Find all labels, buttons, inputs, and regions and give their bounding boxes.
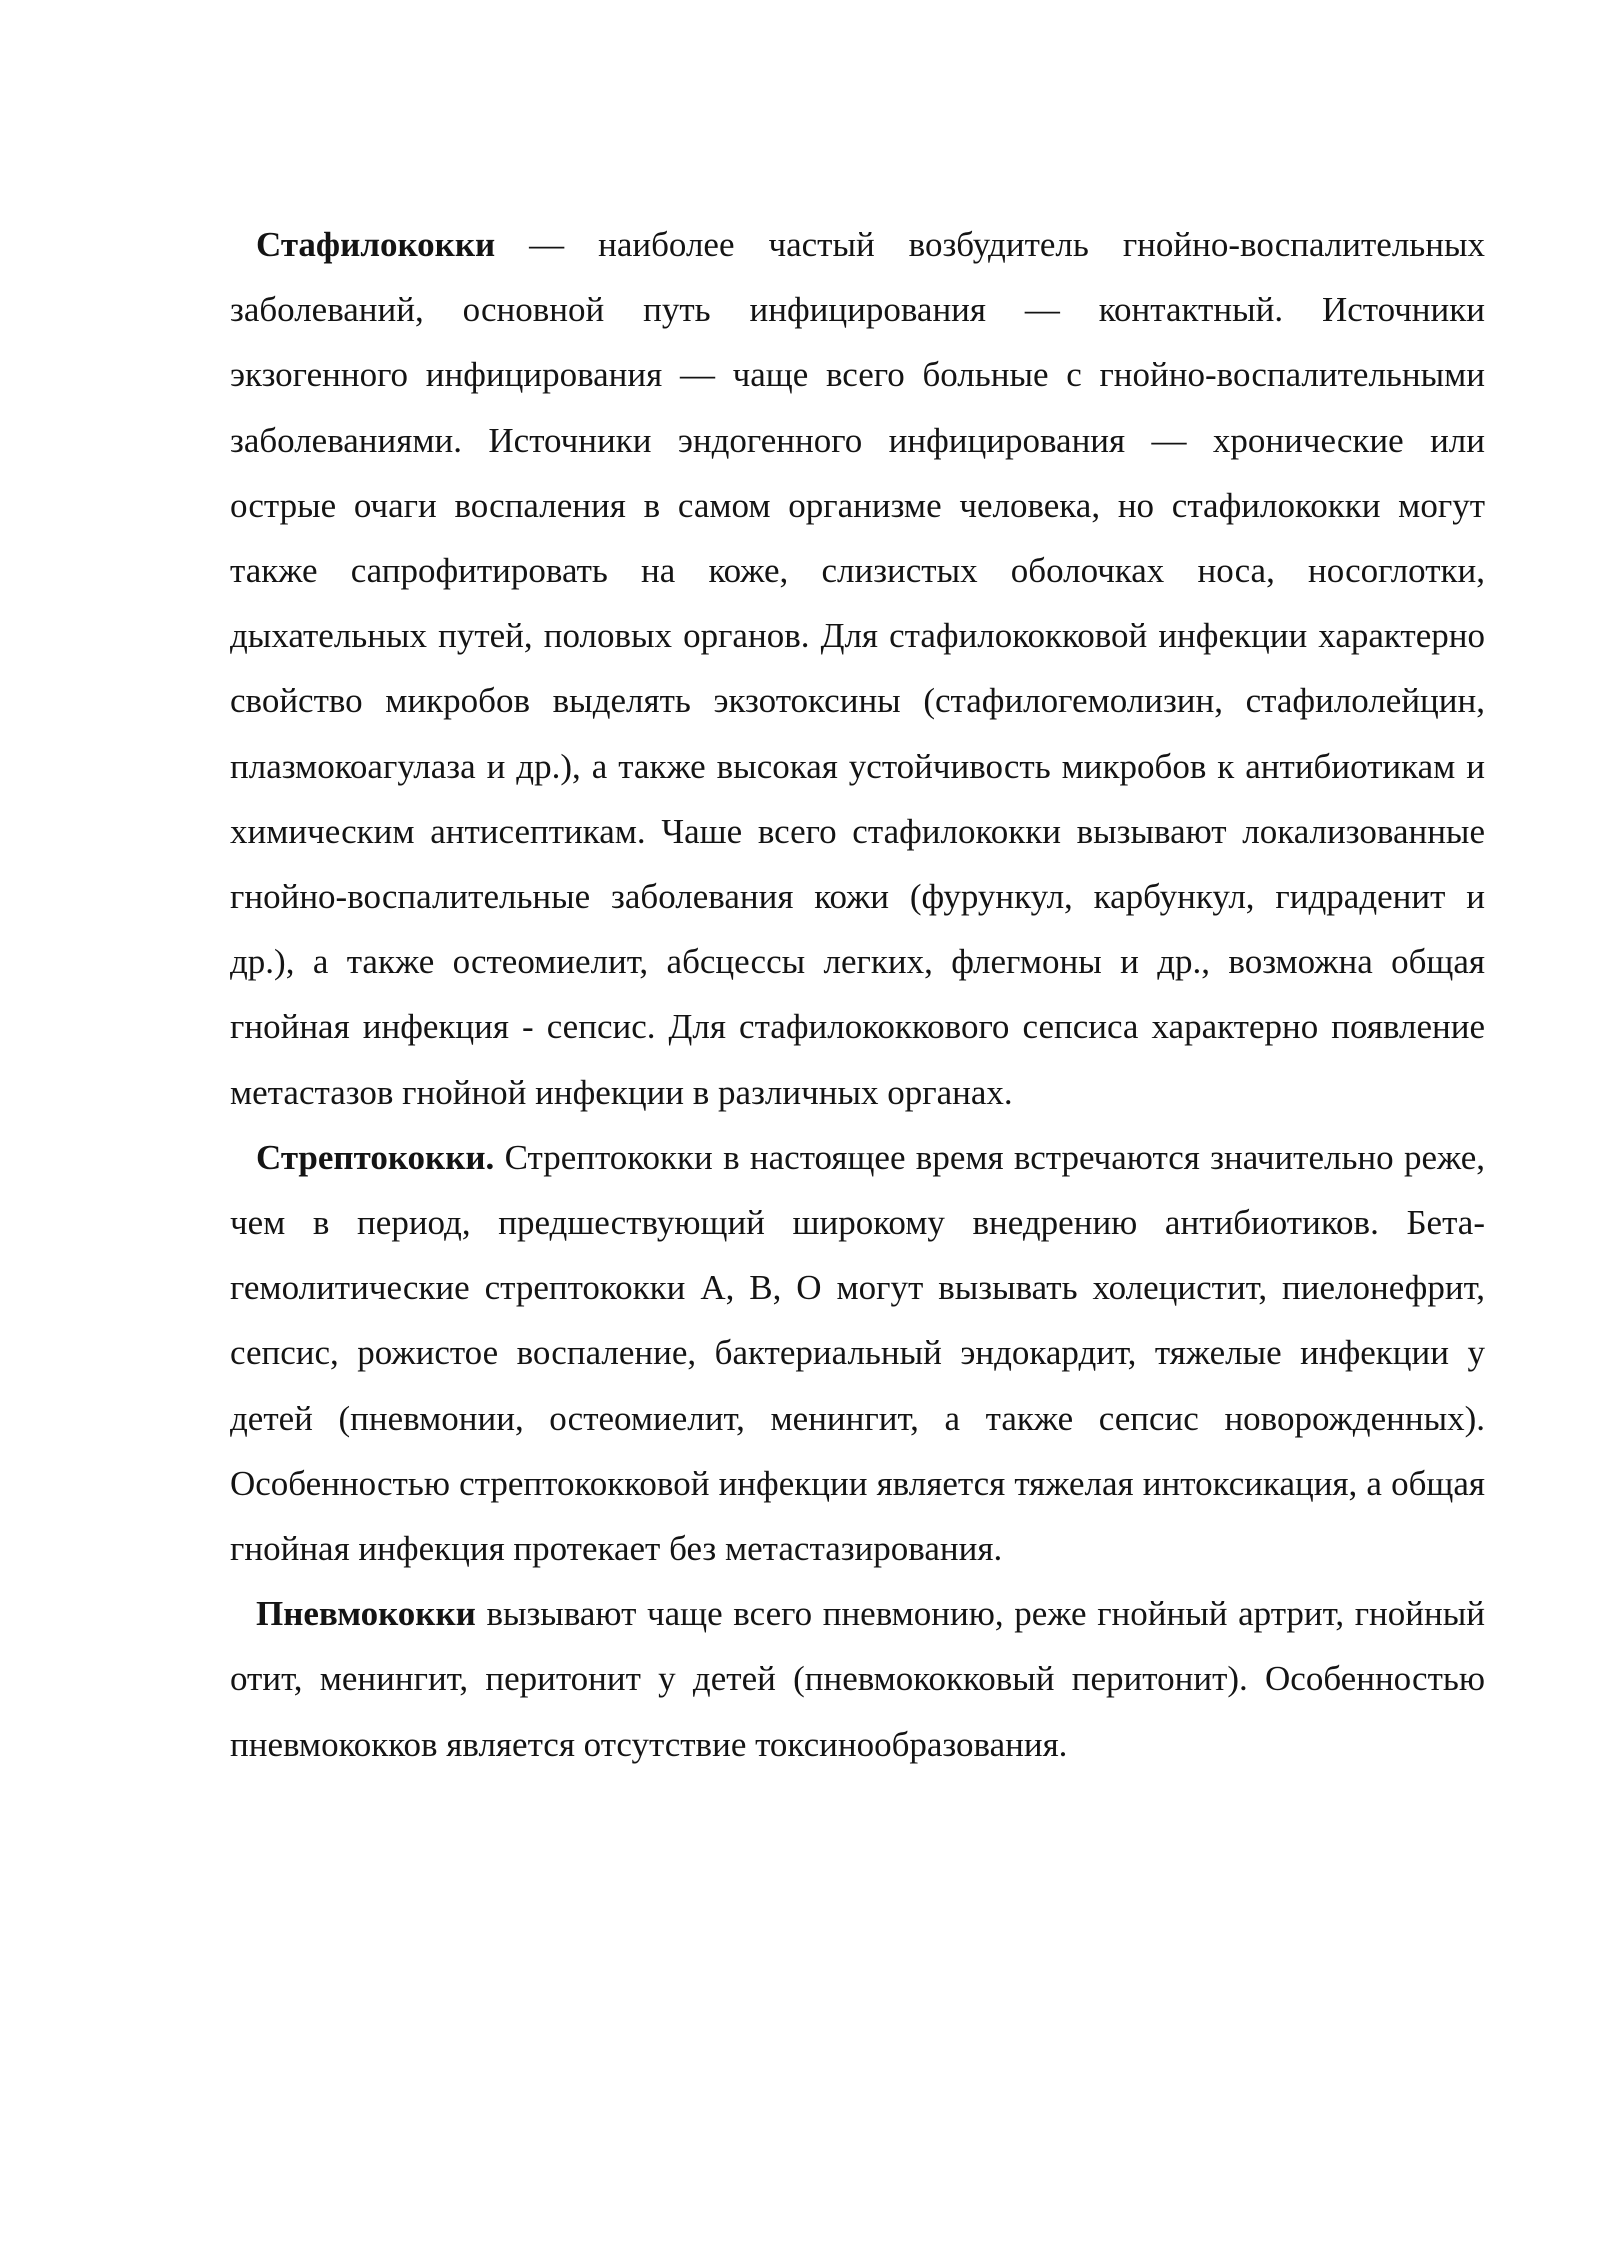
paragraph-text: вызывают чаще всего пневмонию, реже гнойный артрит, гнойный отит, менингит, перитонит у детей (пневмококковый перитонит). Особенностью пневмококков является отсутствие токсинообразования. [230, 1594, 1485, 1764]
paragraph-pneumococci [230, 1581, 1485, 1777]
paragraph-text: — наиболее частый возбудитель гнойно-воспалительных заболеваний, основной путь инфицирования — контактный. Источники экзогенного инфицирования — чаще всего больные с гнойно-воспалительными заболеваниями. Источники эндогенного инфицирования — хронические или острые очаги воспаления в самом организме человека, но стафилококки могут также сапрофитировать на коже, слизистых оболочках носа, носоглотки, дыхательных путей, половых органов. Для стафилококковой инфекции характерно свойство микробов выделять экзотоксины (стафилогемолизин, стафилолейцин, плазмокоагулаза и др.), а также высокая устойчивость микробов к антибиотикам и химическим антисептикам. Чаше всего стафилококки вызывают локализованные гнойно-воспалительные заболевания кожи (фурункул, карбункул, гидраденит и др.), а также остеомиелит, абсцессы легких, флегмоны и др., возможна общая гнойная инфекция - сепсис. Для стафилококкового сепсиса характерно появление метастазов гнойной инфекции в различных органах. [230, 225, 1485, 1112]
paragraph-text: Стрептококки в настоящее время встречаются значительно реже, чем в период, предшествующий широкому внедрению антибиотиков. Бета-гемолитические стрептококки А, В, О могут вызывать холецистит, пиелонефрит, сепсис, рожистое воспаление, бактериальный эндокардит, тяжелые инфекции у детей (пневмонии, остеомиелит, менингит, а также сепсис новорожденных). Особенностью стрептококковой инфекции является тяжелая интоксикация, а общая гнойная инфекция протекает без метастазирования. [230, 1137, 1485, 1569]
paragraph-streptococci [230, 1125, 1485, 1581]
document-body [230, 212, 1485, 1777]
term-pneumococci: Пневмококки [256, 1594, 476, 1634]
term-streptococci: Стрептококки. [256, 1137, 495, 1177]
term-staphylococci: Стафилококки [256, 225, 496, 264]
paragraph-staphylococci [230, 212, 1485, 1125]
